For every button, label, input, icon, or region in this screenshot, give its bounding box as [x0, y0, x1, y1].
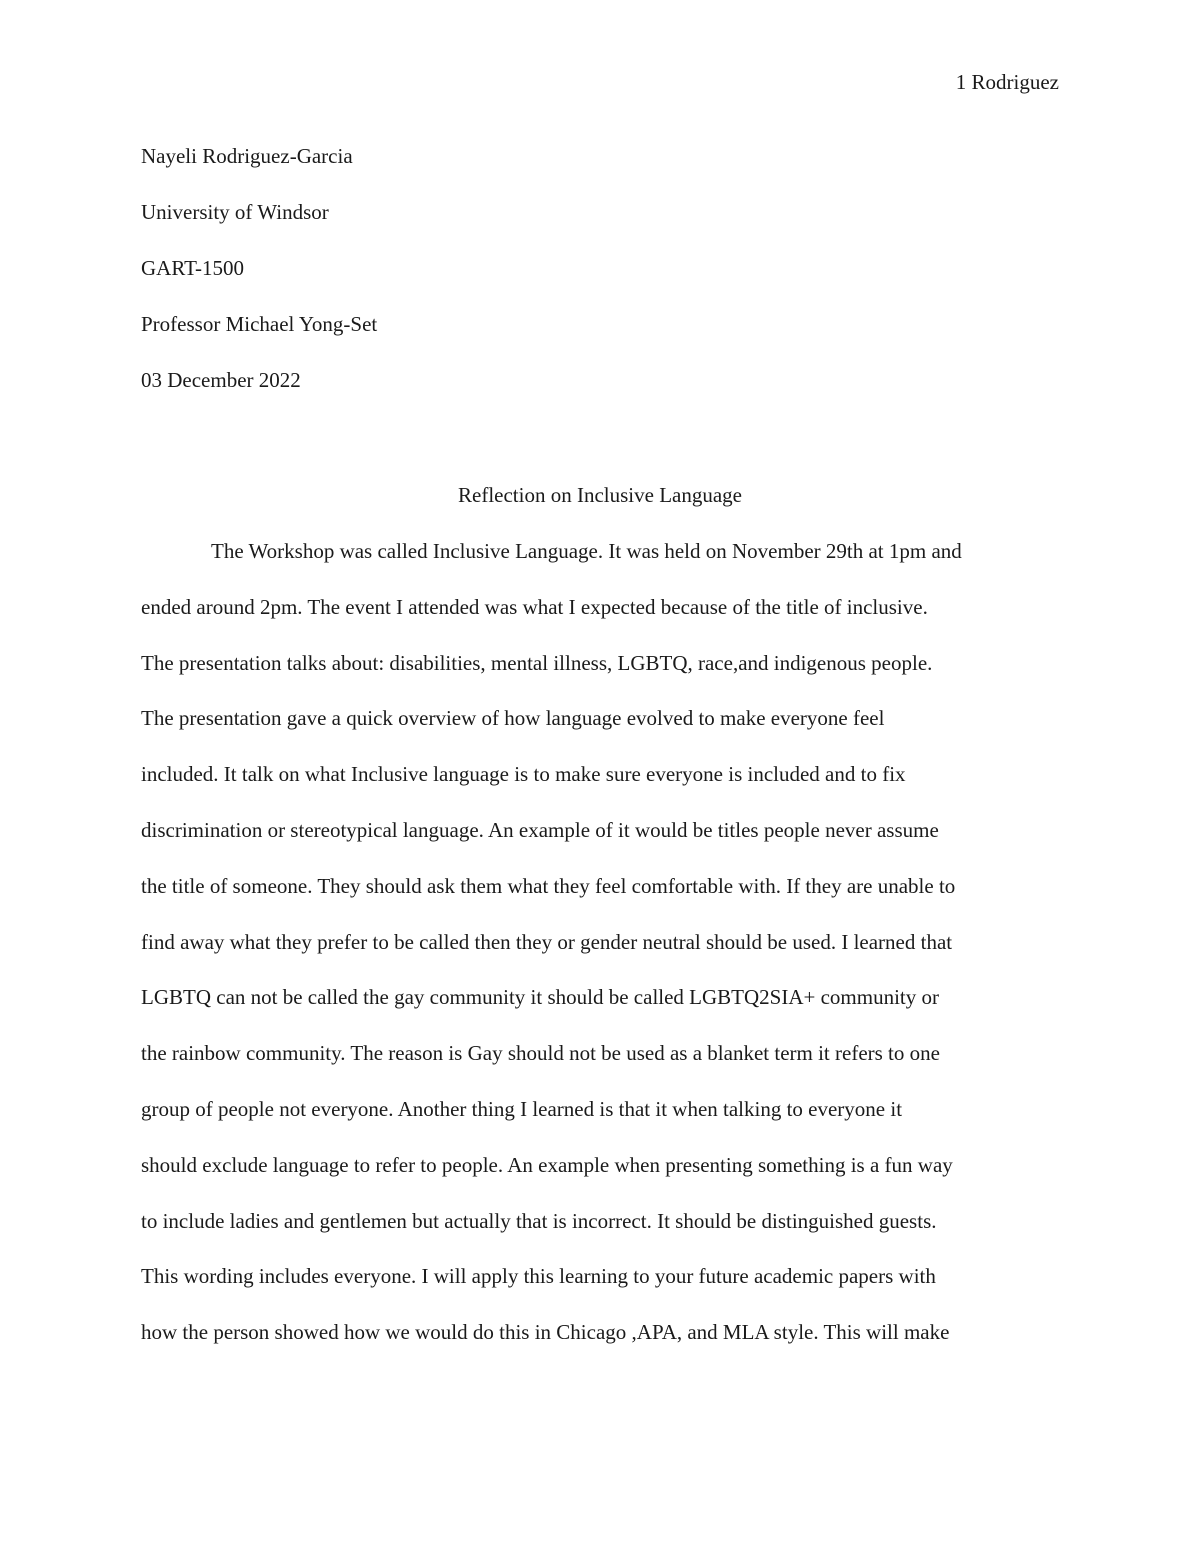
- body-line: This wording includes everyone. I will apply this learning to your future academic papers with: [141, 1264, 936, 1289]
- body-line: should exclude language to refer to people. An example when presenting something is a fun way: [141, 1152, 953, 1177]
- heading-block: [141, 142, 377, 422]
- body-line: The presentation gave a quick overview of how language evolved to make everyone feel: [141, 706, 885, 731]
- document-title: Reflection on Inclusive Language: [458, 483, 742, 507]
- document-date: 03 December 2022: [141, 368, 301, 392]
- course-code: GART-1500: [141, 256, 244, 280]
- body-line: to include ladies and gentlemen but actually that is incorrect. It should be distinguished guests.: [141, 1208, 937, 1233]
- professor-name: Professor Michael Yong-Set: [141, 312, 378, 336]
- body-line: find away what they prefer to be called then they or gender neutral should be used. I learned that: [141, 929, 953, 954]
- body-line: group of people not everyone. Another thing I learned is that it when talking to everyone it: [141, 1096, 903, 1121]
- body-line: ended around 2pm. The event I attended was what I expected because of the title of inclusive.: [141, 594, 928, 619]
- author-name: Nayeli Rodriguez-Garcia: [141, 144, 353, 168]
- body-line: the title of someone. They should ask them what they feel comfortable with. If they are unable to: [141, 873, 956, 898]
- body-line: the rainbow community. The reason is Gay should not be used as a blanket term it refers to one: [141, 1041, 940, 1066]
- running-head: 1 Rodriguez: [955, 70, 1059, 94]
- body-line: The Workshop was called Inclusive Language. It was held on November 29th at 1pm and: [211, 539, 962, 563]
- body-line: included. It talk on what Inclusive language is to make sure everyone is included and to fix: [141, 762, 906, 787]
- body-line: discrimination or stereotypical language. An example of it would be titles people never assume: [141, 817, 939, 842]
- institution: University of Windsor: [141, 200, 329, 224]
- body-line: LGBTQ can not be called the gay community it should be called LGBTQ2SIA+ community or: [141, 985, 940, 1010]
- body-line: how the person showed how we would do this in Chicago ,APA, and MLA style. This will make: [141, 1320, 950, 1345]
- body-text: [141, 537, 1061, 1374]
- body-line: The presentation talks about: disabilities, mental illness, LGBTQ, race,and indigenous people.: [141, 650, 933, 675]
